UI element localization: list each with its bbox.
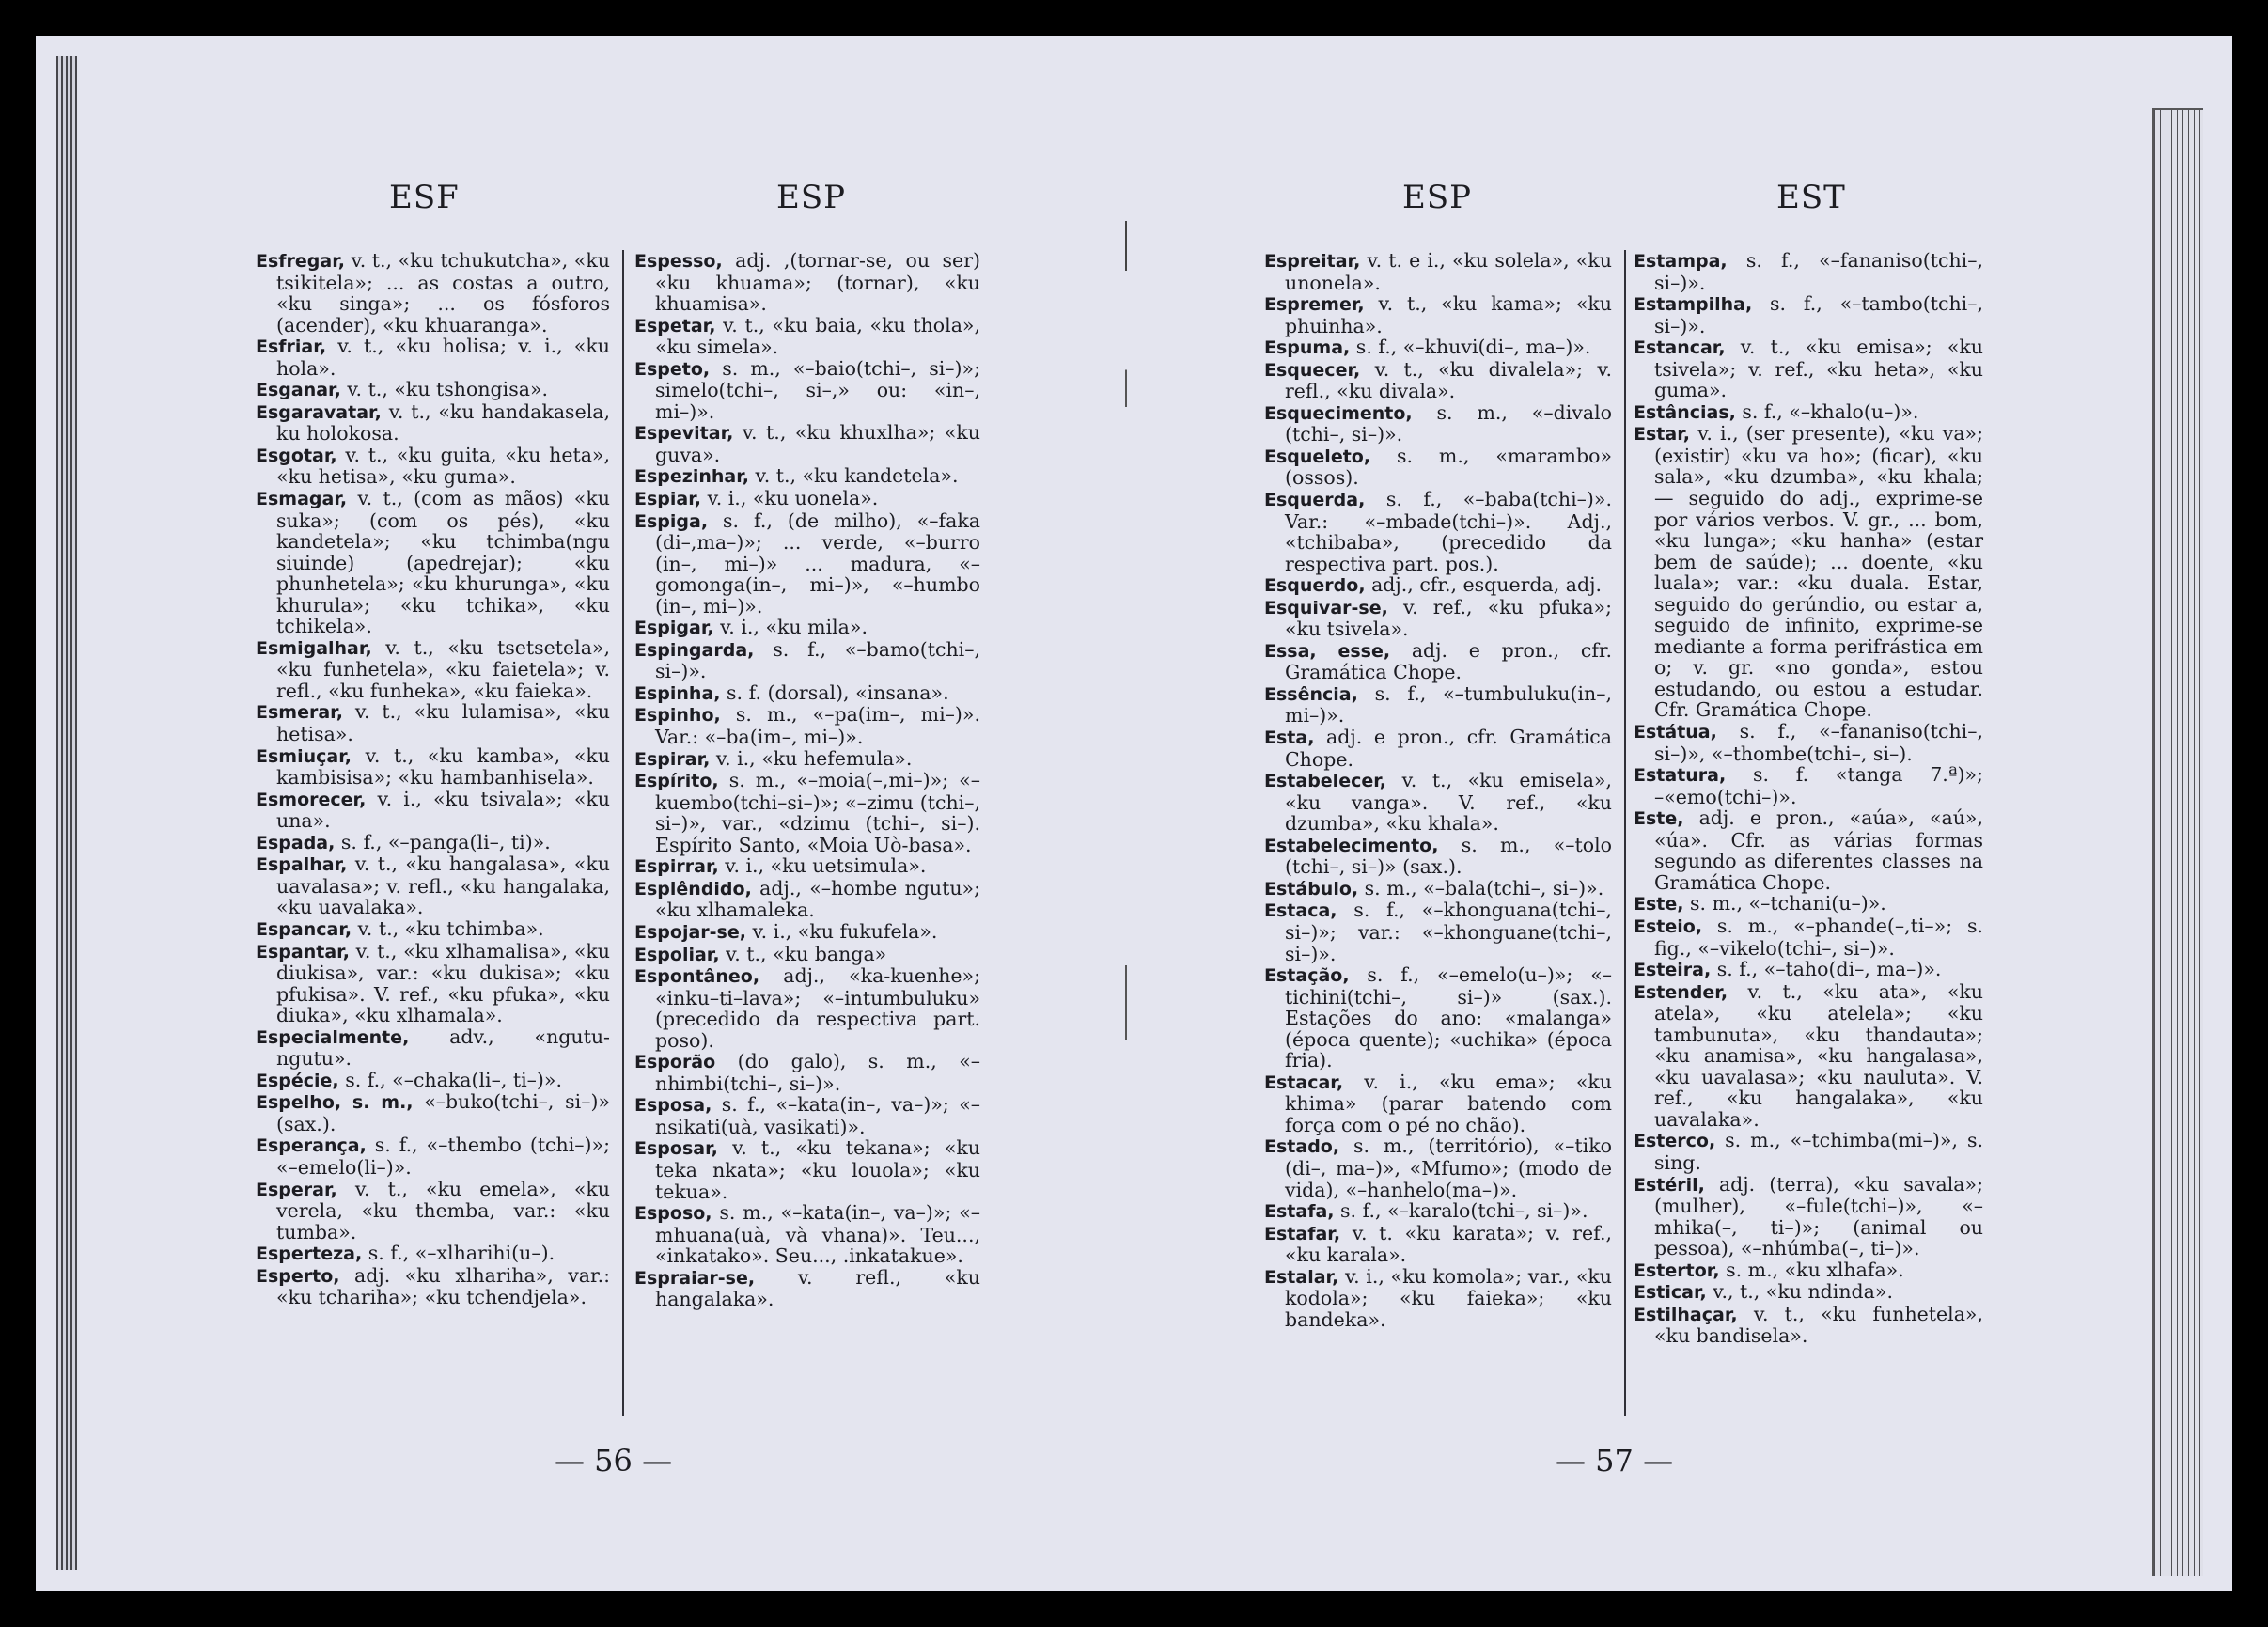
entry-definition: s. m., «–tchani(u–)». [1690,892,1886,915]
entry-definition: v. t., «ku tchimba». [357,916,544,940]
dictionary-entry [1634,764,1983,807]
dictionary-entry [256,1026,610,1070]
dictionary-entry [256,637,610,702]
dictionary-entry [1264,683,1612,727]
entry-definition: s. m., «marambo» (ossos). [1285,444,1612,490]
entry-definition: s. f., «–chaka(li–, ti–)». [345,1068,562,1091]
entry-headword: Estado, [1264,1136,1340,1158]
entry-definition: «–buko(tchi–, si–)» (sax.). [276,1090,610,1135]
entry-headword: Esmorecer, [256,789,367,810]
dictionary-entry [256,789,610,832]
entry-definition: v. t., «ku handakasela, ku holokosa. [276,399,610,446]
right-page [1128,0,2268,1627]
running-head-left: ESP [1402,179,1472,216]
dictionary-entry [634,944,980,966]
entry-definition: s. f., «–fananiso(tchi–, si–)», «–thombe(tchi–, si–). [1654,720,1983,765]
dictionary-entry [1634,721,1983,764]
dictionary-entry [634,965,980,1051]
entry-definition: v. t., «ku tchukutcha», «ku tsikitela»; ... as costas a outro, «ku singa»; ... os fósforos (acender), «ku khuaranga». [276,249,610,336]
dictionary-entry [256,250,610,336]
entry-definition: adj. (terra), «ku savala»; (mulher), «–fule(tchi–)», «–mhika(–, ti–)»; (animal ou pessoa), «–nhúmba(–, ti–)». [1654,1172,1983,1260]
entry-definition: adj., cfr., esquerda, adj. [1371,573,1602,597]
dictionary-entry [634,422,980,465]
entry-headword: Espigar, [634,618,714,639]
entry-definition: v. t., «ku divalela»; v. refl., «ku divala». [1285,357,1612,403]
entry-definition: v. t., «ku khuxlha»; «ku guva». [655,421,980,466]
dictionary-entry [256,1091,610,1134]
entry-definition: adj. e pron., cfr. Gramática Chope. [1285,638,1612,684]
entry-headword: Esperteza, [256,1244,363,1265]
entry-definition: s. m., «–tolo (tchi–, si–)» (sax.). [1285,833,1612,879]
dictionary-entry [634,1051,980,1094]
entry-headword: Estampa, [1634,251,1728,272]
entry-definition: v. t., «ku tshongisa». [347,378,549,401]
entry-headword: Estaca, [1264,900,1337,922]
dictionary-entry [256,1134,610,1178]
entry-headword: Espirar, [634,748,711,770]
entry-headword: Esplêndido, [634,878,752,900]
entry-definition: adj. e pron., cfr. Gramática Chope. [1285,726,1612,771]
dictionary-entry [1264,1072,1612,1136]
entry-definition: v. i., «ku komola»; var., «ku kodola»; «ku faieka»; «ku bandeka». [1285,1264,1612,1331]
entry-definition: v. refl., «ku hangalaka». [655,1265,980,1311]
dictionary-entry [1264,900,1612,964]
entry-headword: Estampilha, [1634,294,1753,316]
entry-headword: Esposar, [634,1138,718,1160]
entry-headword: Esquerdo, [1264,575,1366,597]
entry-definition: (do galo), s. m., «–nhimbi(tchi–, si–)». [655,1050,980,1095]
dictionary-entry [634,770,980,855]
dictionary-entry [1634,423,1983,721]
dictionary-entry [256,379,610,401]
dictionary-entry [1264,878,1612,900]
entry-headword: Estancar, [1634,337,1726,359]
entry-headword: Espinho, [634,705,721,727]
entry-definition: s. f., «–karalo(tchi–, si–)». [1340,1199,1588,1223]
dictionary-entry [256,918,610,941]
entry-headword: Esquecimento, [1264,402,1413,424]
entry-headword: Estâncias, [1634,401,1736,423]
dictionary-entry [256,745,610,789]
dictionary-entry [634,682,980,705]
dictionary-entry [1264,640,1612,683]
entry-definition: v. ref., «ku pfuka»; «ku tsivela». [1285,595,1612,641]
entry-headword: Esposo, [634,1203,712,1225]
dictionary-entry [634,1267,980,1310]
entry-headword: Esterco, [1634,1131,1716,1152]
dictionary-column [1264,250,1612,1330]
entry-definition: s. m., «–tchimba(mi–)», s. sing. [1654,1129,1983,1174]
entry-definition: s. f., «–tambo(tchi–, si–)». [1654,292,1983,337]
entry-headword: Essa, esse, [1264,640,1391,662]
entry-definition: s. f., «–fananiso(tchi–, si–)». [1654,249,1983,294]
dictionary-entry [1264,835,1612,878]
entry-headword: Esmiuçar, [256,745,352,767]
entry-definition: s. f., «–taho(di–, ma–)». [1716,958,1942,981]
entry-definition: v., t., «ku ndinda». [1713,1280,1893,1304]
entry-headword: Estafar, [1264,1223,1341,1244]
entry-headword: Esquivar-se, [1264,597,1388,618]
dictionary-entry [1634,1259,1983,1282]
entry-headword: Espeto, [634,358,711,380]
left-page [0,0,1128,1627]
dictionary-entry [256,1265,610,1308]
entry-headword: Especialmente, [256,1026,410,1048]
entry-definition: s. m., «–moia(–,mi–)»; «–kuembo(tchi–si–)»; «–zimu (tchi–, si–)», var., «dzimu (tchi–, si–). Espírito Santo, «Moia Uò-basa». [655,769,980,856]
dictionary-entry [1634,250,1983,293]
entry-headword: Esteio, [1634,915,1703,937]
entry-definition: s. m., «–divalo (tchi–, si–)». [1285,400,1612,446]
entry-headword: Espelho, s. m., [256,1092,414,1114]
dictionary-entry [1264,250,1612,293]
entry-headword: Esperar, [256,1179,337,1200]
dictionary-entry [256,336,610,379]
entry-definition: s. m., «–pa(im–, mi–)». Var.: «–ba(im–, mi–)». [655,703,980,749]
entry-headword: Estalar, [1264,1266,1339,1288]
entry-headword: Esperança, [256,1135,367,1157]
entry-definition: adj., «–hombe ngutu»; «ku xlhamaleka. [655,876,980,922]
entry-definition: v. t., «ku kama»; «ku phuinha». [1285,292,1612,337]
entry-definition: v. t., «ku emisa»; «ku tsivela»; v. ref., «ku heta», «ku guma». [1654,336,1983,402]
entry-headword: Esganar, [256,380,341,401]
entry-definition: s. f., «–khuvi(di–, ma–)». [1355,336,1591,359]
dictionary-entry [1264,964,1612,1072]
entry-headword: Espojar-se, [634,921,746,943]
entry-definition: v. t., «ku lulamisa», «ku hetisa». [276,700,610,746]
entry-headword: Espraiar-se, [634,1267,756,1289]
entry-headword: Estender, [1634,981,1728,1003]
entry-headword: Espírito, [634,771,719,792]
dictionary-entry [1634,959,1983,981]
entry-headword: Estéril, [1634,1174,1705,1196]
entry-definition: v. t., (com as mãos) «ku suka»; (com os pés), «ku kandetela»; «ku tchimba(ngu siuinde) (apedrejar); «ku phunhetela»; «ku khurunga», «ku khurula»; «ku tchika», «ku tchikela». [276,487,610,638]
dictionary-entry [256,445,610,488]
entry-headword: Espontâneo, [634,966,760,988]
entry-definition: adj., «ka-kuenhe»; «inku–ti–lava»; «–intumbuluku» (precedido da respectiva part. poso). [655,964,980,1052]
dictionary-entry [634,315,980,358]
entry-definition: s. m., (território), «–tiko (di–, ma–)», «Mfumo»; (modo de vida), «–hanhelo(ma–)». [1285,1134,1612,1201]
entry-headword: Espingarda, [634,639,755,661]
dictionary-column [1634,250,1983,1347]
entry-headword: Essência, [1264,683,1358,705]
entry-definition: s. m., «–baio(tchi–, si–)»; simelo(tchi–, si–,» ou: «in–, mi–)». [655,356,980,423]
entry-headword: Estátua, [1634,722,1717,743]
entry-definition: v. t. e i., «ku solela», «ku unonela». [1285,249,1612,294]
dictionary-entry [634,921,980,944]
entry-definition: s. m., «–bala(tchi–, si–)». [1364,876,1604,900]
dictionary-entry [256,941,610,1026]
dictionary-entry [1634,336,1983,401]
entry-definition: v. t., «ku ata», «ku atela», «ku atelela»; «ku tambunuta», «ku thandauta»; «ku anamisa», «ku hangalasa», «ku uavalasa»; «ku nauluta». V. ref., «ku hangalaka», «ku uavalaka». [1654,979,1983,1131]
entry-headword: Espécie, [256,1070,339,1091]
dictionary-entry [634,855,980,878]
entry-definition: adv., «ngutu-ngutu». [276,1025,610,1071]
entry-definition: v. t., «ku holisa; v. i., «ku hola». [276,335,610,380]
running-head-left: ESF [389,179,460,216]
entry-headword: Espreitar, [1264,251,1361,272]
entry-headword: Esmigalhar, [256,637,372,659]
dictionary-entry [634,358,980,423]
entry-definition: v. t., «ku banga» [726,942,887,965]
entry-headword: Estacar, [1264,1072,1344,1093]
dictionary-entry [1264,727,1612,770]
entry-definition: s. f., «–xlharihi(u–). [368,1242,555,1265]
entry-headword: Esperto, [256,1265,340,1287]
entry-definition: v. i., «ku uetsimula». [725,854,927,878]
dictionary-entry [634,1202,980,1267]
page-number: — 57 — [1556,1443,1674,1478]
entry-definition: s. f., «–baba(tchi–)». Var.: «–mbade(tchi–)». Adj., «tchibaba», (precedido da respectiva part. pos.). [1285,488,1612,575]
dictionary-entry [1634,1174,1983,1259]
entry-headword: Esgotar, [256,445,337,466]
entry-definition: s. m., «ku xlhafa». [1726,1258,1904,1281]
page-number: — 56 — [555,1443,673,1478]
entry-definition: s. f. «tanga 7.ª)»; –«emo(tchi–)». [1654,763,1983,808]
dictionary-entry [1264,293,1612,336]
entry-headword: Espuma, [1264,337,1351,359]
entry-headword: Espantar, [256,941,350,962]
entry-definition: v. i., (ser presente), «ku va»; (existir) «ku va ho»; (ficar), «ku sala», «ku dzumba», «ku khala; — seguido do adj., exprime-se por vários verbos. V. gr., ... bom, «ku lunga»; «ku hanha» (estar bem de saúde); ... doente, «ku luala»; var.: «ku duala. Estar, seguido do gerúndio, ou estar a, seguido de infinito, exprime-se mediante a forma perifrástica em o; v. gr. «no gonda», estou estudando, ou estou a estudar. Cfr. Gramática Chope. [1654,422,1983,722]
dictionary-entry [256,488,610,637]
entry-headword: Espada, [256,832,336,853]
dictionary-entry [634,488,980,510]
entry-headword: Esquerda, [1264,490,1366,511]
entry-definition: v. t., «ku emela», «ku verela, «ku themba, var.: «ku tumba». [276,1177,610,1244]
entry-headword: Espezinhar, [634,466,750,488]
entry-definition: s. f., «–bamo(tchi–, si–)». [655,637,980,683]
entry-definition: s. m., «–kata(in–, va–)»; «–mhuana(uà, và vhana)». Teu..., «inkatako». Seu..., .inkatakue». [655,1201,980,1268]
dictionary-entry [1264,1266,1612,1331]
dictionary-entry [1264,402,1612,446]
column-rule [1624,250,1626,1416]
entry-definition: s. f., «–thembo (tchi–)»; «–emelo(li–)». [276,1134,610,1179]
entry-headword: Espancar, [256,918,352,940]
entry-definition: s. f. (dorsal), «insana». [727,681,949,704]
dictionary-entry [634,617,980,639]
dictionary-entry [634,465,980,488]
entry-headword: Espetar, [634,315,716,336]
dictionary-entry [634,1137,980,1202]
entry-definition: v. t., «ku funhetela», «ku bandisela». [1654,1302,1983,1348]
column-rule [622,250,624,1416]
entry-headword: Estar, [1634,424,1690,446]
dictionary-entry [634,704,980,747]
entry-headword: Esteira, [1634,960,1712,981]
entry-headword: Estabelecer, [1264,771,1387,792]
dictionary-entry [1264,597,1612,640]
entry-headword: Espiar, [634,489,702,510]
dictionary-entry [1634,1281,1983,1304]
entry-definition: s. f., «–khalo(u–)». [1742,399,1919,423]
running-head-right: ESP [776,179,846,216]
entry-headword: Esgaravatar, [256,401,382,423]
entry-definition: v. i., «ku uonela». [707,487,879,510]
dictionary-entry [256,1179,610,1244]
dictionary-entry [1634,401,1983,424]
entry-definition: v. i., «ku hefemula». [715,746,913,770]
entry-headword: Esposa, [634,1095,712,1117]
entry-headword: Esticar, [1634,1282,1707,1304]
entry-definition: s. f., «–tumbuluku(in–, mi–)». [1285,681,1612,727]
dictionary-entry [1634,1130,1983,1173]
entry-headword: Estábulo, [1264,878,1359,900]
entry-definition: adj. e pron., «aúa», «aú», «úa». Cfr. as várias formas segundo as diferentes classes na Gramática Chope. [1654,806,1983,894]
dictionary-entry [634,748,980,771]
entry-definition: adj. «ku xlhariha», var.: «ku tchariha»; «ku tchendjela». [276,1263,610,1309]
dictionary-entry [256,1070,610,1092]
entry-definition: v. i., «ku tsivala»; «ku una». [276,787,610,833]
entry-definition: s. f., «–panga(li–, ti)». [340,830,551,853]
entry-definition: s. f., «–emelo(u–)»; «–tichini(tchi–, si–)» (sax.). Estações do ano: «malanga» (época quente); «uchika» (época fria). [1285,963,1612,1072]
entry-headword: Esta, [1264,727,1315,749]
dictionary-entry [1264,574,1612,597]
entry-headword: Este, [1634,808,1684,830]
entry-headword: Estabelecimento, [1264,835,1439,856]
entry-definition: v. t., «ku emisela», «ku vanga». V. ref., «ku dzumba», «ku khala». [1285,769,1612,836]
dictionary-entry [634,639,980,682]
entry-headword: Esporão [634,1052,716,1073]
entry-headword: Esquecer, [1264,359,1361,381]
dictionary-entry [1634,981,1983,1131]
entry-headword: Estatura, [1634,765,1727,787]
entry-definition: v. t., «ku baia, «ku thola», «ku simela». [655,313,980,359]
dictionary-entry [1634,293,1983,336]
entry-headword: Espinha, [634,682,721,704]
entry-definition: s. f., «–kata(in–, va–)»; «–nsikati(uà, vasikati)». [655,1093,980,1138]
entry-headword: Espremer, [1264,294,1365,316]
entry-definition: v. i., «ku mila». [720,616,868,639]
entry-definition: s. f., (de milho), «–faka (di–,ma–)»; ... verde, «–burro (in–, mi–)» ... madura, «–gomonga(in–, mi–)», «–humbo (in–, mi–)». [655,508,980,618]
entry-definition: v. t., «ku hangalasa», «ku uavalasa»; v. refl., «ku hangalaka, «ku uavalaka». [276,853,610,919]
dictionary-entry [1264,1135,1612,1200]
entry-definition: v. t., «ku kamba», «ku kambisisa»; «ku hambanhisela». [276,743,610,790]
dictionary-entry [256,701,610,744]
dictionary-entry [256,853,610,918]
dictionary-entry [1634,1304,1983,1347]
entry-definition: v. t., «ku tekana»; «ku teka nkata»; «ku louola»; «ku tekua». [655,1136,980,1203]
dictionary-entry [1264,336,1612,359]
entry-definition: adj. ,(tornar-se, ou ser) «ku khuama»; (tornar), «ku khuamisa». [655,249,980,316]
entry-definition: s. m., «–phande(–,ti–»; s. fig., «–vikelo(tchi–, si–)». [1654,914,1983,960]
dictionary-entry [634,250,980,315]
dictionary-entry [1264,446,1612,489]
dictionary-column [256,250,610,1308]
dictionary-column [634,250,980,1310]
entry-headword: Estilhaçar, [1634,1304,1738,1325]
running-head-right: EST [1776,179,1846,216]
dictionary-entry [256,401,610,445]
entry-headword: Espoliar, [634,944,720,965]
dictionary-entry [634,1094,980,1137]
entry-headword: Espirrar, [634,856,719,878]
entry-definition: v. t. «ku karata»; v. ref., «ku karala». [1285,1221,1612,1267]
entry-definition: v. i., «ku fukufela». [752,919,938,943]
entry-definition: s. f., «–khonguana(tchi–, si–)»; var.: «–khonguane(tchi–, si–)». [1285,899,1612,965]
entry-definition: v. t., «ku tsetsetela», «ku funhetela», «ku faietela»; v. refl., «ku funheka», «ku faieka». [276,635,610,702]
entry-headword: Espevitar, [634,423,734,445]
entry-definition: v. t., «ku kandetela». [755,464,959,488]
dictionary-entry [634,510,980,618]
entry-headword: Esfriar, [256,336,327,358]
dictionary-entry [1634,915,1983,959]
entry-headword: Estafa, [1264,1201,1335,1223]
dictionary-entry [256,1243,610,1265]
dictionary-entry [1264,1223,1612,1266]
dictionary-entry [1264,1200,1612,1223]
dictionary-entry [1264,359,1612,402]
entry-headword: Espesso, [634,251,723,272]
entry-headword: Espiga, [634,510,709,532]
dictionary-entry [256,832,610,854]
entry-headword: Este, [1634,894,1684,915]
entry-headword: Espalhar, [256,854,348,876]
dictionary-entry [1634,893,1983,915]
dictionary-entry [634,878,980,921]
entry-definition: v. t., «ku xlhamalisa», «ku diukisa», var.: «ku dukisa»; «ku pfukisa». V. ref., «ku pfuka», «ku diuka», «ku xlhamala». [276,939,610,1027]
entry-headword: Estação, [1264,965,1350,987]
dictionary-entry [1634,807,1983,893]
entry-headword: Esfregar, [256,251,346,272]
entry-definition: v. i., «ku ema»; «ku khima» (parar batendo com força com o pé no chão). [1285,1070,1612,1136]
entry-definition: v. t., «ku guita, «ku heta», «ku hetisa», «ku guma». [276,443,610,489]
entry-headword: Estertor, [1634,1259,1720,1281]
entry-headword: Esqueleto, [1264,446,1371,467]
entry-headword: Esmerar, [256,702,343,724]
entry-headword: Esmagar, [256,489,348,510]
dictionary-entry [1264,770,1612,835]
dictionary-entry [1264,489,1612,574]
